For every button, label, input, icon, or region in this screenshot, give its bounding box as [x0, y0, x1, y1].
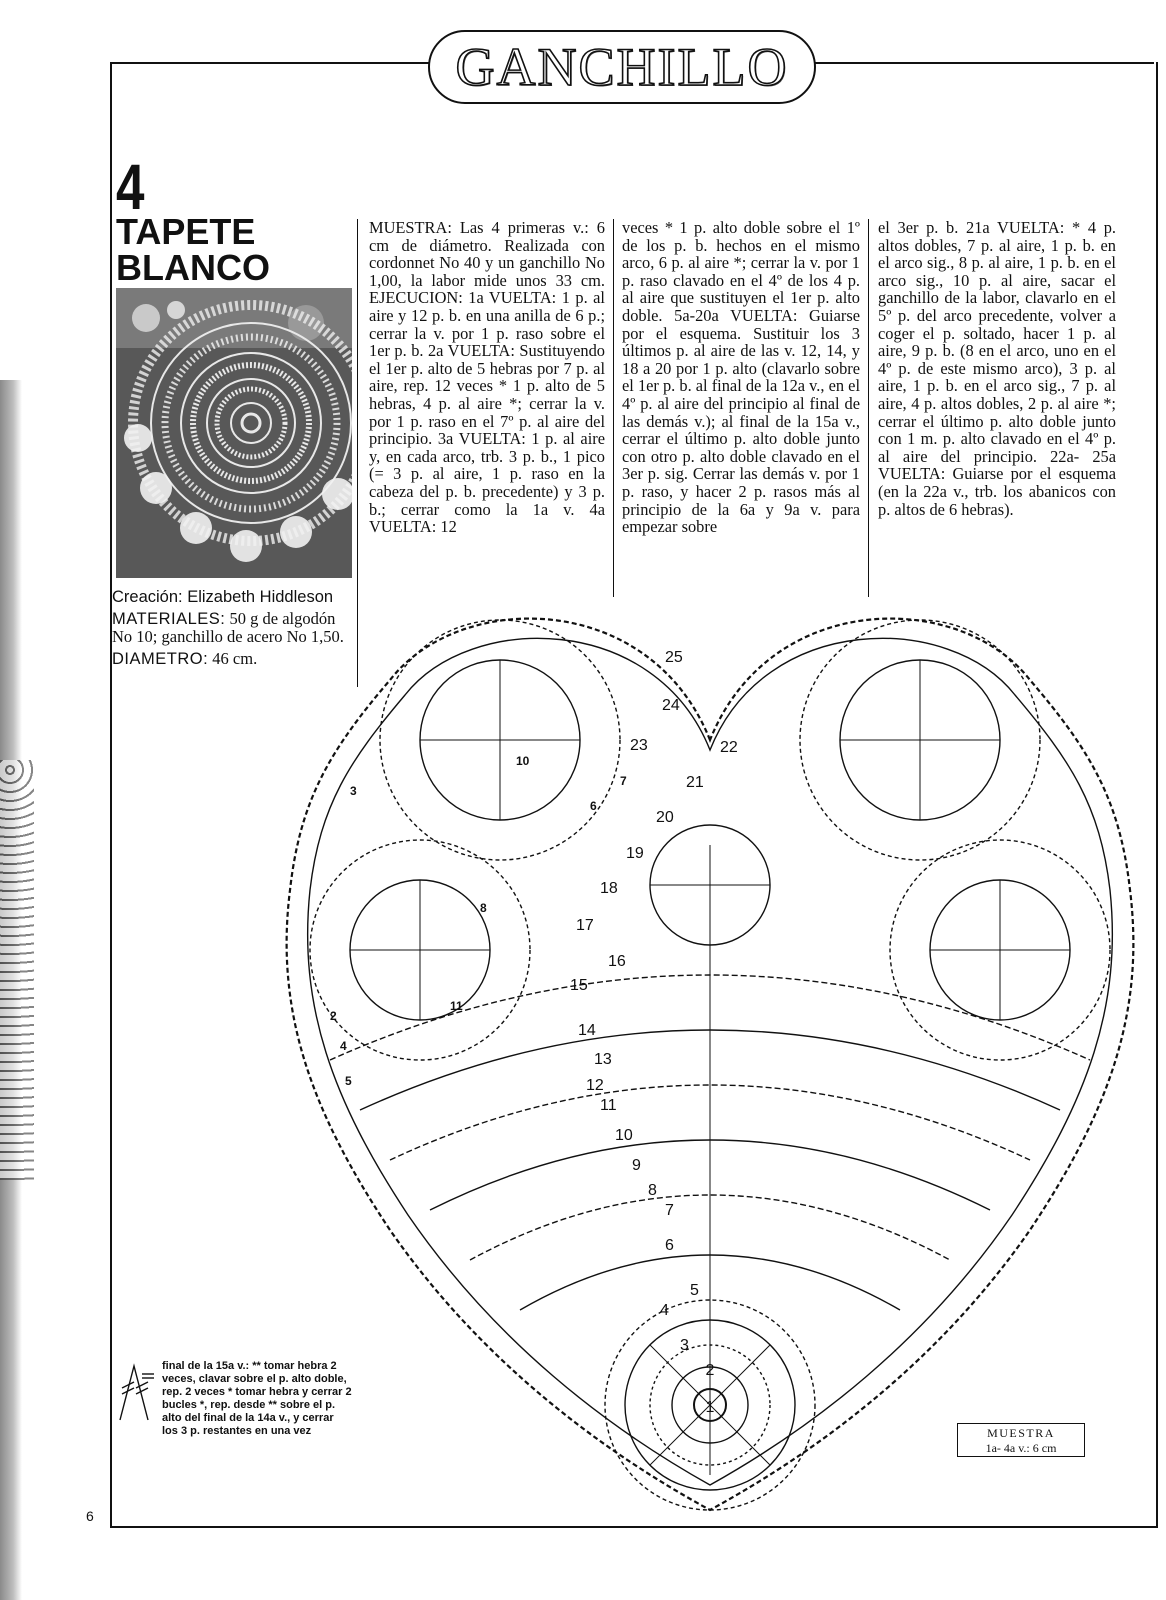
neighbor-page-lace-photo — [0, 760, 34, 1180]
side-label-5: 5 — [345, 1074, 352, 1088]
materials-label: MATERIALES: — [112, 610, 226, 628]
side-label-6: 6 — [590, 799, 597, 813]
round-label-7: 7 — [665, 1202, 674, 1219]
pattern-name — [116, 211, 270, 288]
credit-line: Creación: Elizabeth Hiddleson — [112, 588, 334, 606]
round-label-5: 5 — [690, 1282, 699, 1299]
sample-box-title: MUESTRA — [987, 1426, 1055, 1440]
round-label-15: 15 — [570, 977, 588, 994]
materials-value: 50 g de algodón No 10; ganchillo de acero No 1,50. — [112, 609, 344, 646]
side-label-10: 10 — [516, 754, 530, 768]
doily-photo — [116, 288, 352, 578]
round-label-14: 14 — [578, 1022, 596, 1039]
pattern-name-line1: TAPETE — [116, 211, 256, 252]
instructions-text-1: MUESTRA: Las 4 primeras v.: 6 cm de diámetro. Realizada con cordonnet No 40 y un ganchillo No 1,00, la labor mide unos 33 cm. EJECUCION: 1a VUELTA: 1 p. al aire y 12 p. b. en una anilla de 6 p.; cerrar la v. por 1 p. raso sobre el 1er p. b. 2a VUELTA: Sustituyendo el 1er p. alto de 5 hebras por 7 p. al aire, rep. 12 veces * 1 p. alto de 5 hebras, 4 p. al aire *; cerrar la v. por 1 p. raso en el 7º p. al aire del principio. 3a VUELTA: 1 p. al aire y, en cada arco, trb. 3 p. b., 1 pico (= 3 p. al aire, 1 p. raso en la cabeza del p. b. precedente) y 3 p. b.; cerrar como la 1a v. 4a VUELTA: 12 — [369, 218, 605, 537]
round-label-19: 19 — [626, 845, 644, 862]
instructions-text-3: el 3er p. b. 21a VUELTA: * 4 p. altos dobles, 7 p. al aire, 1 p. b. en el arco sig., 8 p. al aire, 1 p. b. en el arco sig., 10 p. al aire, sacar el ganchillo de la labor, clavarlo en el 5º p. del arco precedente, volver a coger el p. soltado, hacer 1 p. al aire, 9 p. b. (8 en el arco, uno en el 4º p. de este mismo arco), 3 p. al aire, 1 p. b. en el arco sig., 7 p. al aire, 4 p. altos dobles, 2 p. al aire *; cerrar el último p. alto doble junto con 1 m. p. alto clavado en el 4º p. al aire del principio. 22a- 25a VUELTA: Guiarse por el esquema (en la 22a v., trb. los abanicos con p. altos de 6 hebras). — [878, 218, 1116, 519]
instructions-column-2 — [622, 219, 860, 536]
round-label-16: 16 — [608, 953, 626, 970]
round-label-25: 25 — [665, 649, 683, 666]
round-label-3: 3 — [680, 1337, 689, 1354]
instructions-column-1 — [369, 219, 605, 536]
frame-top-right — [808, 62, 1154, 64]
round-label-17: 17 — [576, 917, 594, 934]
round-label-18: 18 — [600, 880, 618, 897]
instructions-text-2: veces * 1 p. alto doble sobre el 1º de los p. b. hechos en el mismo arco, 6 p. al aire *; cerrar la v. por 1 p. raso clavado en el 4º de los 4 p. al aire que sustituyen el 1er p. alto doble. 5a-20a VUELTA: Guiarse por el esquema. Sustituir los 3 últimos p. al aire de las v. 12, 14, y 18 a 20 por 1 p. alto (clavarlo sobre el 1er p. b. al final de la 12a v., en el 4º p. al aire del principio al final de las demás v.); al final de la 15a v., cerrar el último p. alto doble junto con otro p. alto doble clavado en el 3er p. sig. Cerrar las demás v. por 1 p. raso, y hacer 2 p. rasos más al principio de la 6a y 9a v. para empezar sobre — [622, 218, 860, 537]
section-title-box — [428, 30, 816, 104]
round-label-2: 2 — [705, 1362, 715, 1379]
side-label-2: 2 — [330, 1009, 337, 1023]
side-label-11: 11 — [450, 999, 463, 1013]
sample-box-value: 1a- 4a v.: 6 cm — [985, 1441, 1057, 1455]
round-label-24: 24 — [662, 697, 680, 714]
round-label-10: 10 — [615, 1127, 633, 1144]
column-rule-2 — [613, 219, 614, 597]
round-label-22: 22 — [720, 739, 738, 756]
sample-box — [957, 1423, 1085, 1457]
side-label-3: 3 — [350, 784, 357, 798]
diameter-label: DIAMETRO: — [112, 650, 209, 668]
frame-top-left — [110, 62, 432, 64]
instructions-column-3 — [878, 219, 1116, 518]
diameter-value: 46 cm. — [208, 649, 258, 668]
doily-photo-art — [116, 288, 352, 578]
side-label-8: 8 — [480, 901, 487, 915]
stitch-symbol-icon — [112, 1360, 158, 1430]
round-label-6: 6 — [665, 1237, 674, 1254]
round-label-20: 20 — [656, 809, 674, 826]
pattern-number: 4 — [116, 151, 145, 223]
side-label-4: 4 — [340, 1039, 347, 1053]
round-label-9: 9 — [632, 1157, 641, 1174]
column-rule-3 — [868, 219, 869, 597]
round-label-8: 8 — [648, 1182, 657, 1199]
page-number: 6 — [86, 1508, 94, 1524]
stitch-legend: final de la 15a v.: ** tomar hebra 2 veces, clavar sobre el p. alto doble, rep. 2 veces * tomar hebra y cerrar 2 bucles *, rep. desde ** sobre el p. alto del final de la 14a v., y cerrar los 3 p. restantes en una vez — [162, 1360, 352, 1437]
round-label-4: 4 — [660, 1302, 669, 1319]
crochet-chart — [270, 590, 1150, 1525]
round-label-23: 23 — [630, 737, 648, 754]
round-label-1: 1 — [705, 1399, 715, 1416]
round-label-12: 12 — [586, 1077, 604, 1094]
section-title: GANCHILLO — [455, 37, 789, 97]
round-label-13: 13 — [594, 1051, 612, 1068]
pattern-name-line2: BLANCO — [116, 247, 270, 288]
round-label-11: 11 — [600, 1097, 617, 1114]
round-label-21: 21 — [686, 774, 704, 791]
side-label-7: 7 — [620, 774, 627, 788]
